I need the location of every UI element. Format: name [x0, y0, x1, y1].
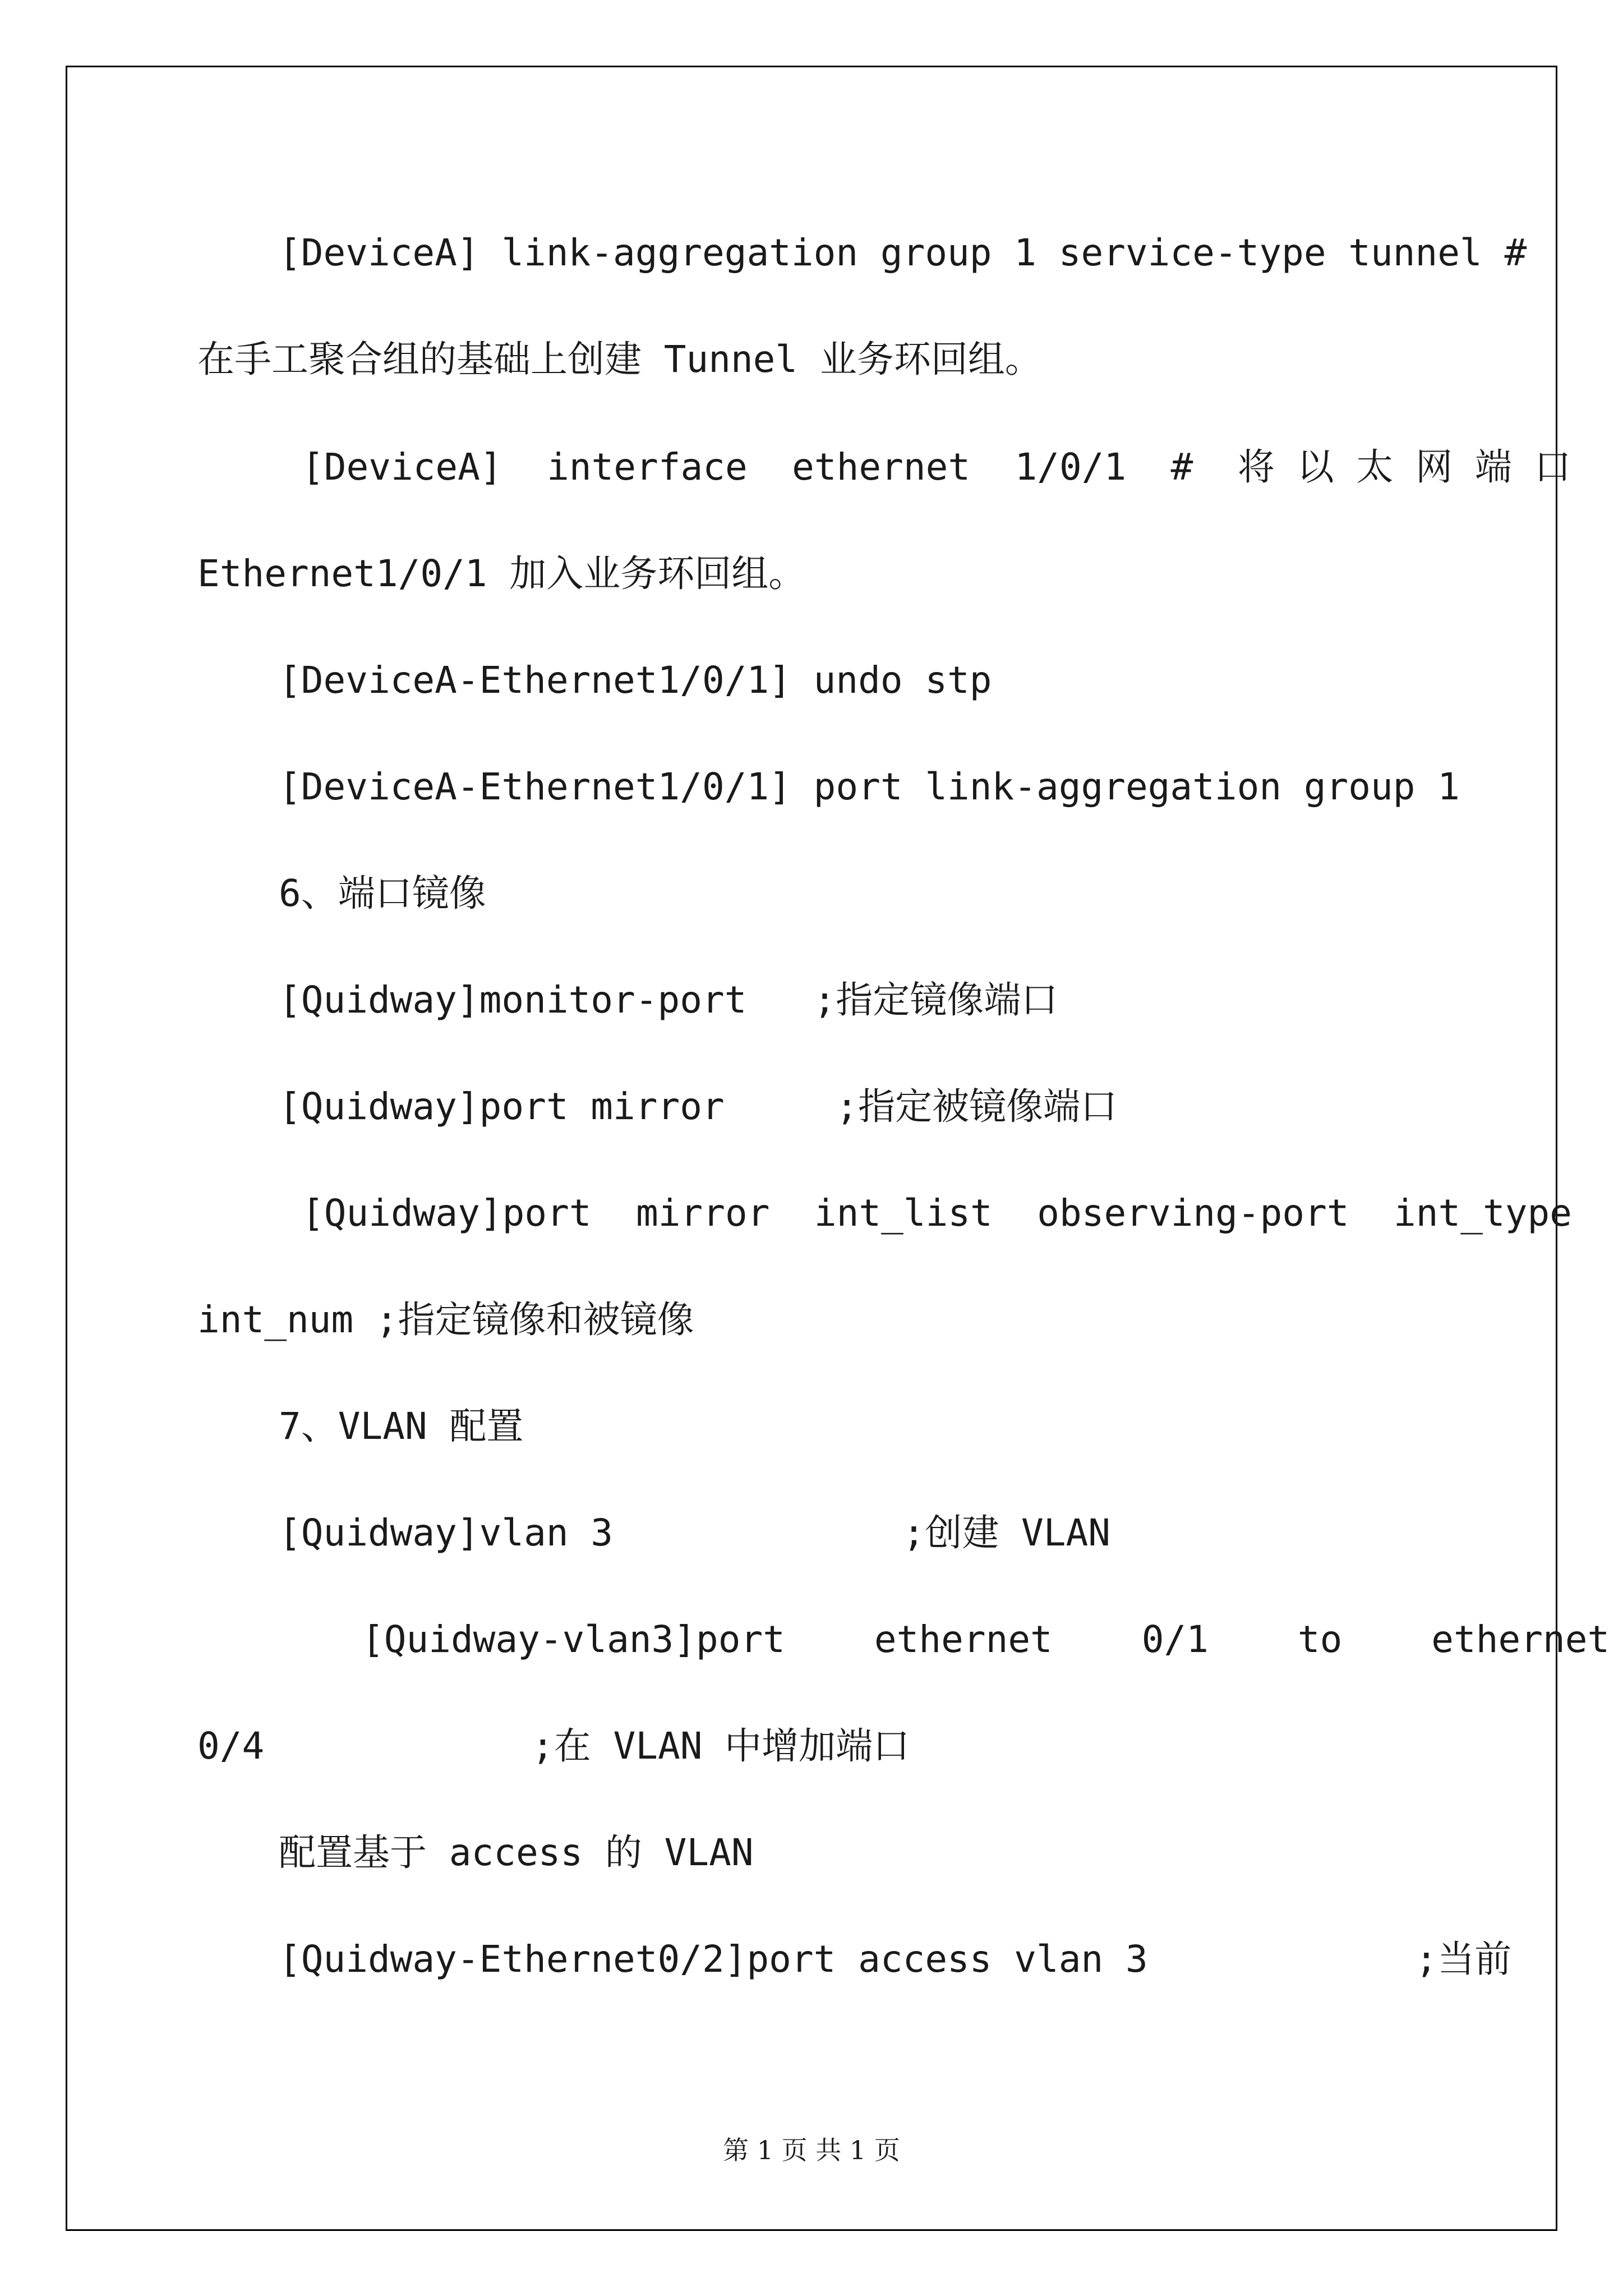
page-footer: 第 1 页 共 1 页 — [723, 2135, 900, 2165]
page-border — [66, 66, 1557, 2231]
text-line: [Quidway]monitor-port ;指定镜像端口 — [279, 978, 1058, 1022]
text-line: [Quidway]port mirror int_list observing-port int_type — [302, 1191, 1572, 1235]
text-line: [DeviceA-Ethernet1/0/1] port link-aggregation group 1 — [279, 765, 1460, 808]
text-line: 0/4 ;在 VLAN 中增加端口 — [197, 1724, 910, 1768]
text-line: 配置基于 access 的 VLAN — [279, 1831, 754, 1874]
text-line: [DeviceA-Ethernet1/0/1] undo stp — [279, 659, 992, 702]
text-line: 在手工聚合组的基础上创建 Tunnel 业务环回组。 — [197, 338, 1042, 381]
section-heading: 7、VLAN 配置 — [279, 1405, 524, 1448]
text-line: [Quidway-Ethernet0/2]port access vlan 3 ;当前 — [279, 1938, 1512, 1981]
text-line: [DeviceA] interface ethernet 1/0/1 # 将 以 太 网 端 口 — [302, 445, 1571, 489]
text-line: [Quidway]vlan 3 ;创建 VLAN — [279, 1511, 1111, 1554]
text-line: int_num ;指定镜像和被镜像 — [197, 1298, 694, 1341]
text-line: Ethernet1/0/1 加入业务环回组。 — [197, 552, 806, 595]
text-line: [DeviceA] link-aggregation group 1 service-type tunnel # — [279, 231, 1527, 274]
text-line: [Quidway]port mirror ;指定被镜像端口 — [279, 1085, 1118, 1128]
text-line: [Quidway-vlan3]port ethernet 0/1 to ethernet — [362, 1618, 1610, 1661]
section-heading: 6、端口镜像 — [279, 872, 486, 915]
